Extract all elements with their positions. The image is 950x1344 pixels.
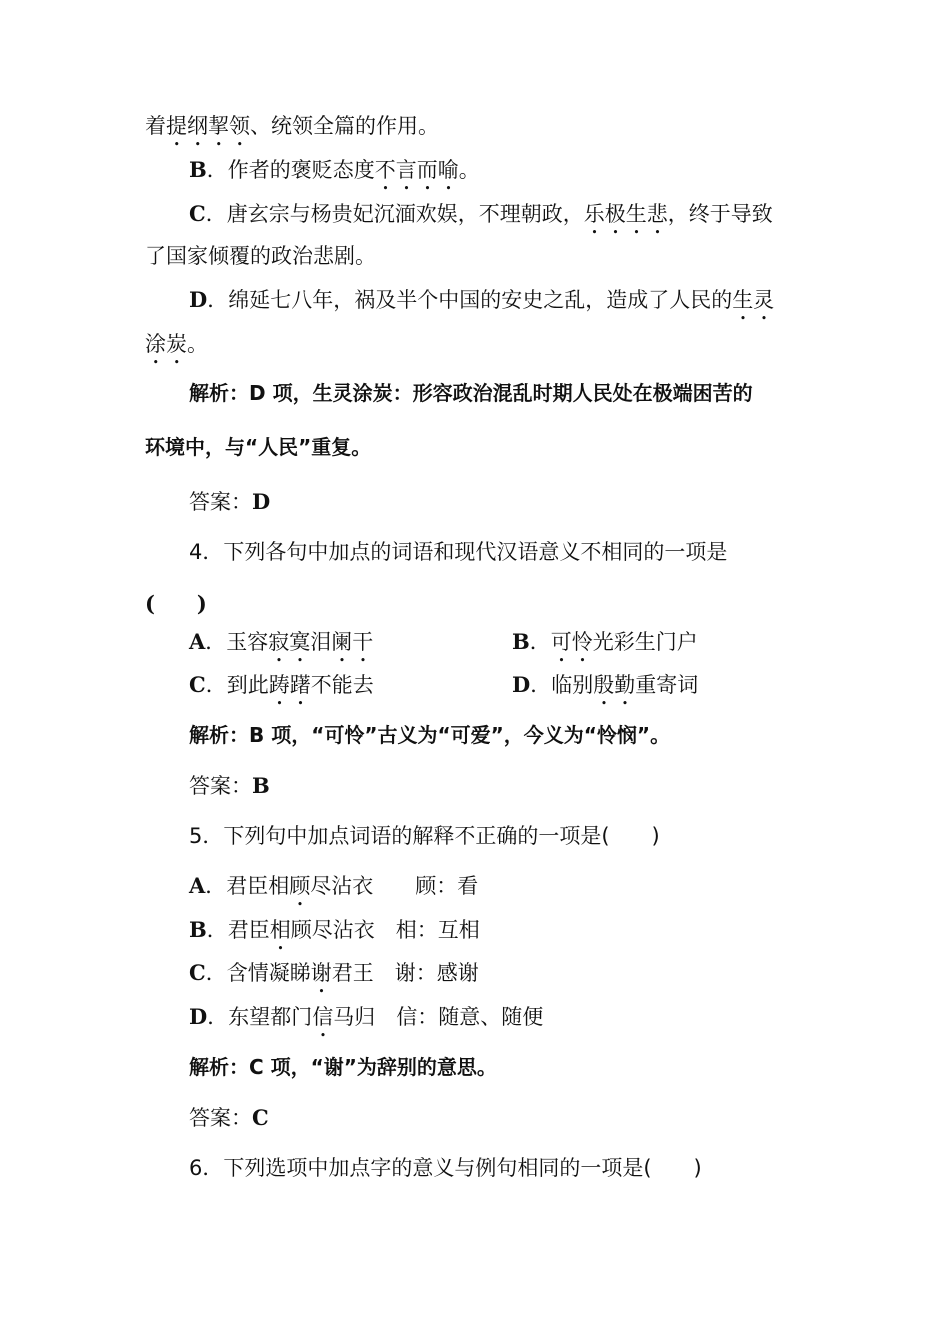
answer-label: 答案： xyxy=(189,774,252,798)
dotted-word: 寂寞 xyxy=(268,630,311,654)
q5-option-c xyxy=(189,959,479,998)
q4-option-a xyxy=(189,628,373,667)
option-label: A xyxy=(189,629,206,654)
dotted-word: 殷勤 xyxy=(593,673,636,697)
text: 君王 谢：感谢 xyxy=(331,961,479,985)
dotted-word: 涂炭 xyxy=(145,332,187,356)
text: 顾尽沾衣 相：互相 xyxy=(290,918,480,942)
text: 泪 xyxy=(310,630,332,654)
dotted-word: 谢 xyxy=(310,961,332,985)
text: ．临别 xyxy=(530,673,594,697)
dotted-word: 可怜 xyxy=(550,630,593,654)
option-label: D xyxy=(189,1004,208,1029)
option-label: C xyxy=(189,960,206,985)
dotted-word: 信 xyxy=(312,1005,334,1029)
q3-option-c xyxy=(189,200,773,239)
text: 着 xyxy=(145,114,166,138)
text: ．唐玄宗与杨贵妃沉湎欢娱，不理朝政， xyxy=(205,202,584,226)
q4-answer xyxy=(189,772,270,800)
dotted-word: 踌躇 xyxy=(268,673,311,697)
q5-option-d xyxy=(189,1003,543,1042)
q3-option-c-line2: 了国家倾覆的政治悲剧。 xyxy=(145,244,376,268)
text: 光彩生门户 xyxy=(592,630,698,654)
q4-paren: ( ) xyxy=(145,591,207,616)
text: ．含情凝睇 xyxy=(205,961,311,985)
answer-label: 答案： xyxy=(189,490,252,514)
option-label: C xyxy=(189,672,206,697)
q4-stem: 4．下列各句中加点的词语和现代汉语意义不相同的一项是 xyxy=(189,540,728,564)
dotted-word: 提纲挈领 xyxy=(166,114,250,138)
q3-answer xyxy=(189,488,270,516)
text: 马归 信：随意、随便 xyxy=(333,1005,544,1029)
q3-option-b xyxy=(189,156,480,195)
q6-stem: 6．下列选项中加点字的意义与例句相同的一项是( ) xyxy=(189,1156,702,1180)
text: 、统领全篇的作用。 xyxy=(250,114,439,138)
dotted-word: 相 xyxy=(269,918,291,942)
option-label: B xyxy=(189,917,207,942)
dotted-word: 阑干 xyxy=(331,630,374,654)
option-label: B xyxy=(189,157,207,182)
text: ，终于导致 xyxy=(667,202,773,226)
option-label: D xyxy=(189,287,208,312)
q4-option-d xyxy=(512,671,698,710)
q5-analysis: 解析：C 项，“谢”为辞别的意思。 xyxy=(189,1055,497,1079)
q3-option-a-line2 xyxy=(145,112,439,151)
option-label: B xyxy=(512,629,530,654)
q3-option-d-line2 xyxy=(145,330,208,369)
q4-analysis: 解析：B 项，“可怜”古义为“可爱”，今义为“怜悯”。 xyxy=(189,723,671,747)
q5-option-b xyxy=(189,916,480,955)
text: ． xyxy=(529,630,551,654)
text: ．君臣相 xyxy=(205,874,290,898)
text: ．绵延七八年，祸及半个中国的安史之乱，造成了人民的 xyxy=(207,288,733,312)
text: 。 xyxy=(458,158,480,182)
option-label: D xyxy=(512,672,531,697)
q3-analysis-line1: 解析：D 项，生灵涂炭：形容政治混乱时期人民处在极端困苦的 xyxy=(189,381,753,405)
dotted-word: 乐极生悲 xyxy=(583,202,668,226)
q5-stem: 5．下列句中加点词语的解释不正确的一项是( ) xyxy=(189,824,660,848)
answer-label: 答案： xyxy=(189,1106,252,1130)
dotted-word: 生灵 xyxy=(732,288,775,312)
answer-value: B xyxy=(252,773,270,798)
dotted-word: 不言而喻 xyxy=(374,158,459,182)
text: 重寄词 xyxy=(635,673,699,697)
dotted-word: 顾 xyxy=(289,874,311,898)
text: ．玉容 xyxy=(205,630,269,654)
answer-value: D xyxy=(252,489,271,514)
text: 尽沾衣 顾：看 xyxy=(310,874,479,898)
text: ．作者的褒贬态度 xyxy=(206,158,375,182)
q3-option-d xyxy=(189,286,774,325)
text: ．东望都门 xyxy=(207,1005,313,1029)
q5-answer xyxy=(189,1104,269,1132)
q3-analysis-line2: 环境中，与“人民”重复。 xyxy=(145,435,372,459)
text: 不能去 xyxy=(310,673,374,697)
option-label: A xyxy=(189,873,206,898)
option-label: C xyxy=(189,201,206,226)
answer-value: C xyxy=(252,1105,269,1130)
q5-option-a xyxy=(189,872,478,911)
text: 。 xyxy=(187,332,208,356)
q4-option-c xyxy=(189,671,374,710)
text: ．君臣 xyxy=(206,918,270,942)
text: ．到此 xyxy=(205,673,269,697)
q4-option-b xyxy=(512,628,698,667)
